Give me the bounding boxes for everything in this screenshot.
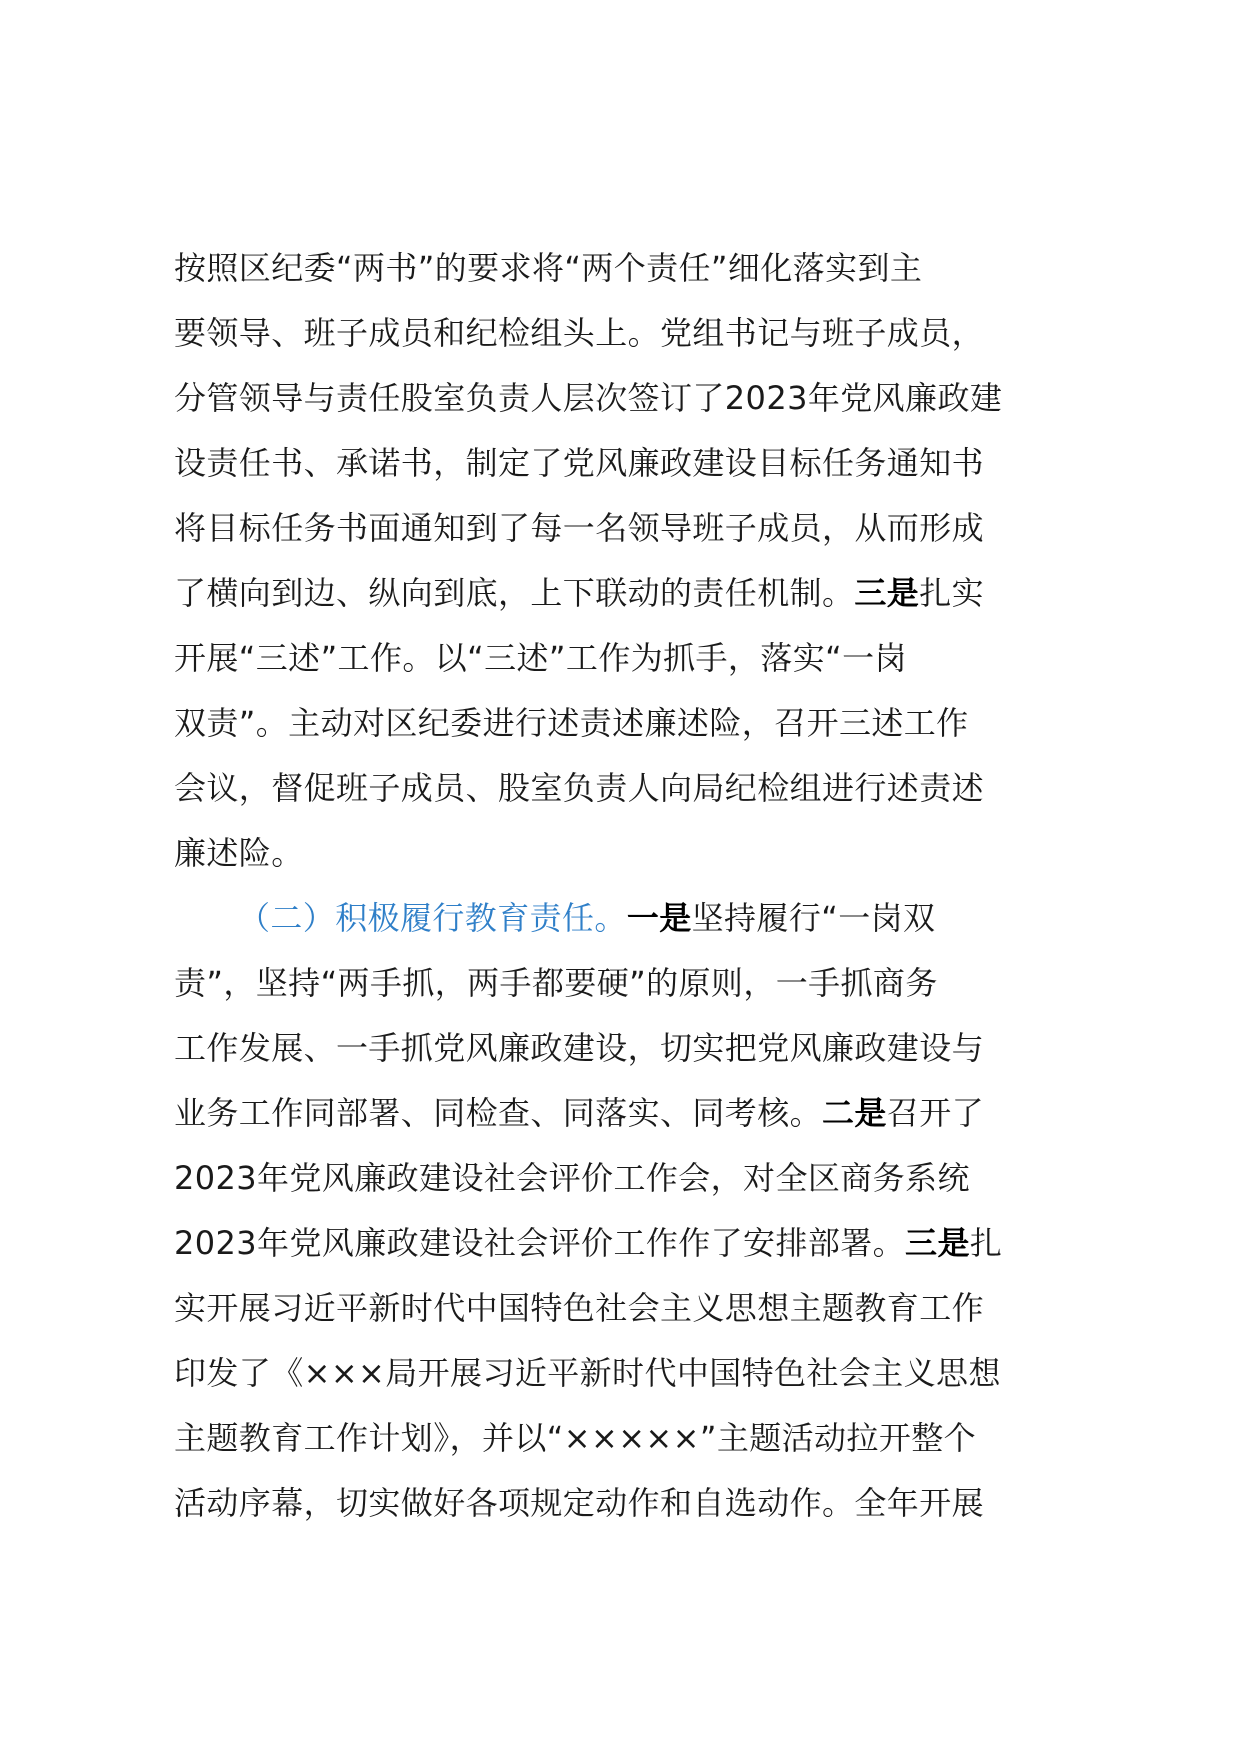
text-line — [174, 561, 1114, 626]
text-segment: 扎 — [969, 1224, 1003, 1262]
text-line: 分管领导与责任股室负责人层次签订了2023年党风廉政建 — [174, 379, 1003, 417]
paragraph-2 — [174, 886, 1114, 1536]
section-heading: （二）积极履行教育责任。 — [238, 899, 627, 937]
bold-marker: 一是 — [626, 899, 692, 937]
text-line: 按照区纪委“两书”的要求将“两个责任”细化落实到主 — [174, 249, 923, 287]
text-line: 工作发展、一手抓党风廉政建设，切实把党风廉政建设与 — [174, 1029, 985, 1067]
bold-marker: 三是 — [854, 574, 920, 612]
text-line: 责”，坚持“两手抓，两手都要硬”的原则，一手抓商务 — [174, 964, 938, 1002]
text-line — [174, 1081, 1114, 1146]
text-line: 印发了《×××局开展习近平新时代中国特色社会主义思想 — [174, 1354, 1001, 1392]
text-line: 双责”。主动对区纪委进行述责述廉述险，召开三述工作 — [174, 704, 969, 742]
text-segment: 召开了 — [886, 1094, 985, 1132]
paragraph-1 — [174, 236, 1114, 886]
text-segment: 2023年党风廉政建设社会评价工作作了安排部署。 — [174, 1224, 906, 1262]
text-segment: 坚持履行“一岗双 — [691, 899, 936, 937]
text-line: 要领导、班子成员和纪检组头上。党组书记与班子成员， — [174, 314, 985, 352]
text-segment: 扎实 — [919, 574, 985, 612]
text-line: 会议，督促班子成员、股室负责人向局纪检组进行述责述 — [174, 769, 985, 807]
text-line: 2023年党风廉政建设社会评价工作会，对全区商务系统 — [174, 1159, 970, 1197]
bold-marker: 二是 — [822, 1094, 887, 1132]
text-line: 主题教育工作计划》，并以“×××××”主题活动拉开整个 — [174, 1419, 977, 1457]
text-line — [174, 886, 1114, 951]
document-body — [174, 236, 1114, 1536]
text-line: 廉述险。 — [174, 834, 304, 872]
text-line: 设责任书、承诺书，制定了党风廉政建设目标任务通知书 — [174, 444, 985, 482]
text-line: 将目标任务书面通知到了每一名领导班子成员，从而形成 — [174, 509, 985, 547]
text-segment: 了横向到边、纵向到底，上下联动的责任机制。 — [174, 574, 855, 612]
text-segment: 业务工作同部署、同检查、同落实、同考核。 — [174, 1094, 823, 1132]
bold-marker: 三是 — [905, 1224, 970, 1262]
text-line: 实开展习近平新时代中国特色社会主义思想主题教育工作 — [174, 1289, 985, 1327]
text-line: 活动序幕，切实做好各项规定动作和自选动作。全年开展 — [174, 1484, 985, 1522]
text-line: 开展“三述”工作。以“三述”工作为抓手，落实“一岗 — [174, 639, 907, 677]
text-line — [174, 1211, 1114, 1276]
